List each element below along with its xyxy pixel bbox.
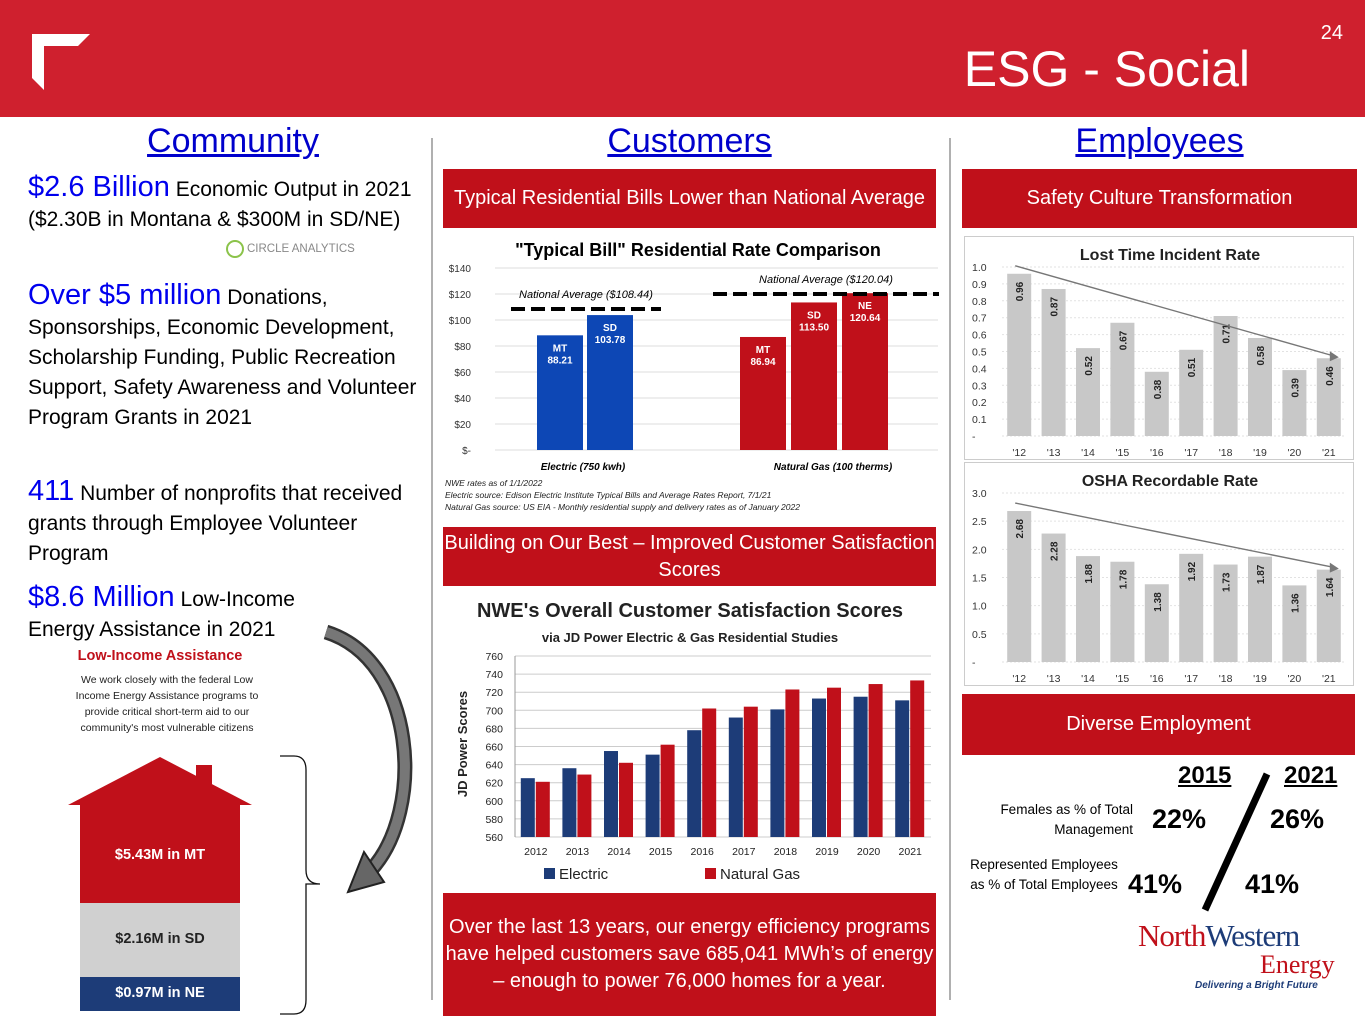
satisfaction-chart xyxy=(443,594,940,886)
group-label: Electric (750 kwh) xyxy=(540,462,626,473)
bar-value: 1.78 xyxy=(1118,569,1130,590)
lost-time-incident-chart xyxy=(964,236,1354,460)
bar-label: SD xyxy=(603,323,617,335)
bar-natural-gas xyxy=(619,763,633,837)
y-tick-label: 760 xyxy=(485,651,503,663)
legend-swatch xyxy=(705,868,716,879)
y-tick-label: 680 xyxy=(485,723,503,736)
employees-box-safety: Safety Culture Transformation xyxy=(962,169,1357,228)
y-tick-label: $60 xyxy=(454,368,471,379)
house-ne-value: $0.97M in NE xyxy=(115,985,205,1001)
bar-value: 1.88 xyxy=(1084,564,1095,584)
chart-title: Lost Time Incident Rate xyxy=(1079,247,1261,264)
bar-value: 0.51 xyxy=(1187,357,1199,378)
x-tick-label: '18 xyxy=(1218,447,1233,459)
x-tick-label: '17 xyxy=(1184,673,1199,685)
represented-2015: 41% xyxy=(1128,869,1183,899)
employees-title: Employees xyxy=(1075,122,1244,160)
x-tick-label: 2020 xyxy=(856,846,881,858)
bar-value: 0.67 xyxy=(1118,330,1130,351)
x-tick-label: '12 xyxy=(1012,673,1027,685)
x-tick-label: '13 xyxy=(1046,673,1061,685)
bar-electric xyxy=(646,755,660,837)
legend-label: Natural Gas xyxy=(720,866,801,883)
y-tick-label: 640 xyxy=(485,759,503,772)
bar-value: 2.68 xyxy=(1015,519,1027,539)
y-tick-label: 620 xyxy=(485,777,503,790)
y-tick-label: 3.0 xyxy=(972,488,987,500)
bar-label: MT xyxy=(552,343,568,355)
company-logo-icon xyxy=(28,30,90,90)
y-tick-label: - xyxy=(972,431,976,443)
x-tick-label: '21 xyxy=(1321,447,1336,459)
bar-value: 0.39 xyxy=(1290,378,1302,398)
y-tick-label: 0.9 xyxy=(972,278,987,291)
y-tick-label: 740 xyxy=(485,669,503,682)
y-tick-label: 0.2 xyxy=(972,397,987,410)
x-tick-label: 2018 xyxy=(773,846,798,858)
y-tick-label: $100 xyxy=(448,316,471,327)
y-tick-label: 720 xyxy=(485,687,503,700)
y-tick-label: 580 xyxy=(485,813,503,826)
customers-box-bills: Typical Residential Bills Lower than National Average xyxy=(443,169,936,228)
bar-value: 1.92 xyxy=(1187,561,1199,582)
bar-natural-gas xyxy=(785,689,799,837)
y-tick-label: - xyxy=(972,657,976,669)
y-tick-label: $40 xyxy=(454,394,471,405)
x-tick-label: 2017 xyxy=(732,846,756,858)
x-tick-label: '14 xyxy=(1081,673,1095,685)
x-tick-label: '17 xyxy=(1184,447,1199,459)
y-tick-label: 0.5 xyxy=(972,346,987,359)
x-tick-label: 2012 xyxy=(524,846,548,858)
bar-electric xyxy=(770,709,784,837)
customers-box-efficiency: Over the last 13 years, our energy efficiency programs have helped customers save 685,041 MWh’s of energy – enough to power 76,000 homes for a year. xyxy=(443,893,936,1016)
chart-title: OSHA Recordable Rate xyxy=(1081,473,1259,490)
bar-natural-gas xyxy=(744,707,758,837)
y-tick-label: 2.0 xyxy=(972,544,987,557)
page-title: ESG - Social xyxy=(963,41,1250,97)
bar-value: 120.64 xyxy=(849,313,881,325)
bar-label: SD xyxy=(807,310,821,322)
northwestern-logo-energy: Energy xyxy=(1260,950,1335,979)
y-tick-label: 560 xyxy=(485,832,503,844)
x-tick-label: '20 xyxy=(1287,673,1302,685)
chart-notes: NWE rates as of 1/1/2022 Electric source: Edison Electric Institute Typical Bills and Average Rates Report, 7/1/21 Natural Gas source: US EIA - Monthly residential supply and delivery rates as of January 2022 xyxy=(445,478,800,512)
northwestern-logo: NorthWestern xyxy=(1138,918,1300,953)
chart-title: "Typical Bill" Residential Rate Comparison xyxy=(515,240,881,260)
bar-value: 88.21 xyxy=(547,355,573,367)
column-divider xyxy=(431,138,433,1000)
circle-icon xyxy=(226,240,244,258)
y-tick-label: 0.6 xyxy=(972,329,987,342)
x-tick-label: '19 xyxy=(1253,447,1267,459)
customers-box-satisfaction: Building on Our Best – Improved Customer Satisfaction Scores xyxy=(443,527,936,586)
y-tick-label: 0.7 xyxy=(972,312,987,325)
y-tick-label: $20 xyxy=(454,420,471,431)
column-divider xyxy=(949,138,951,1000)
year-2015: 2015 xyxy=(1178,762,1232,789)
x-tick-label: '14 xyxy=(1081,447,1095,459)
x-tick-label: 2014 xyxy=(607,846,631,858)
y-tick-label: 0.8 xyxy=(972,295,987,308)
x-tick-label: '20 xyxy=(1287,447,1302,459)
bar-electric xyxy=(687,730,701,837)
bar-value: 86.94 xyxy=(750,356,776,368)
y-tick-label: 2.5 xyxy=(972,516,987,529)
x-tick-label: 2016 xyxy=(690,846,714,858)
bar-value: 1.36 xyxy=(1290,593,1302,613)
curved-arrow-icon xyxy=(276,620,421,1020)
x-tick-label: 2013 xyxy=(565,846,590,858)
bar-electric xyxy=(604,751,618,837)
house-graphic xyxy=(66,755,254,1013)
bar-value: 2.28 xyxy=(1049,541,1061,562)
bar-natural-gas xyxy=(661,745,675,837)
stat-low-income: $8.6 Million Low-Income Energy Assistance in 2021 xyxy=(28,581,295,641)
stat-economic-output: $2.6 Billion Economic Output in 2021 ($2.30B in Montana & $300M in SD/NE) xyxy=(28,171,412,231)
bar-value: 1.38 xyxy=(1152,592,1164,612)
bar-value: 103.78 xyxy=(594,335,626,347)
bar-label: MT xyxy=(755,344,771,356)
chart-subtitle: via JD Power Electric & Gas Residential Studies xyxy=(541,630,839,645)
stat-donations: Over $5 million Donations, Sponsorships, Economic Development, Scholarship Funding, Public Recreation Support, Safety Awareness and Volunteer Program Grants in 2021 xyxy=(28,279,417,429)
y-tick-label: 0.1 xyxy=(972,414,987,427)
x-tick-label: '15 xyxy=(1115,447,1130,459)
bar-electric xyxy=(812,699,826,837)
y-tick-label: 0.5 xyxy=(972,628,987,641)
y-tick-label: 1.0 xyxy=(972,600,987,613)
northwestern-tagline: Delivering a Bright Future xyxy=(1195,980,1318,991)
x-tick-label: 2021 xyxy=(898,846,922,858)
x-tick-label: '13 xyxy=(1046,447,1061,459)
females-label: Females as % of Total Management xyxy=(1000,802,1133,837)
circle-analytics-logo: CIRCLE ANALYTICS xyxy=(226,240,355,258)
y-tick-label: 0.4 xyxy=(972,363,987,376)
slash-divider xyxy=(1195,770,1275,915)
chart-title: NWE's Overall Customer Satisfaction Scores xyxy=(476,600,904,622)
community-title: Community xyxy=(147,122,319,160)
represented-2021: 41% xyxy=(1245,869,1300,899)
y-tick-label: $80 xyxy=(454,342,471,353)
bar-electric xyxy=(729,718,743,837)
y-tick-label: $140 xyxy=(448,264,471,275)
legend-label: Electric xyxy=(559,866,609,883)
bar-electric xyxy=(562,768,576,837)
y-tick-label: 0.3 xyxy=(972,380,987,393)
x-tick-label: '16 xyxy=(1149,447,1164,459)
bar-natural-gas xyxy=(577,775,591,837)
legend-swatch xyxy=(544,868,555,879)
bar-value: 0.38 xyxy=(1152,379,1164,400)
represented-label: Represented Employees as % of Total Employees xyxy=(970,857,1118,892)
bar-value: 1.73 xyxy=(1221,572,1233,593)
y-axis-label: JD Power Scores xyxy=(455,690,470,798)
x-tick-label: '19 xyxy=(1253,673,1267,685)
year-2021: 2021 xyxy=(1284,762,1338,789)
x-tick-label: 2015 xyxy=(648,846,673,858)
national-average-label: National Average ($108.44) xyxy=(519,289,653,302)
x-tick-label: '16 xyxy=(1149,673,1164,685)
group-label: Natural Gas (100 therms) xyxy=(773,462,893,473)
y-tick-label: 700 xyxy=(485,705,503,718)
bar-natural-gas xyxy=(869,684,883,837)
bar-value: 1.87 xyxy=(1256,564,1267,585)
rate-comparison-chart xyxy=(443,232,940,480)
y-tick-label: 660 xyxy=(485,741,503,754)
bar-value: 0.52 xyxy=(1084,356,1095,376)
bar-value: 0.71 xyxy=(1221,324,1233,344)
bar-electric xyxy=(895,700,909,837)
house-sd-value: $2.16M in SD xyxy=(115,931,205,947)
bar-natural-gas xyxy=(910,680,924,837)
bar-natural-gas xyxy=(827,688,841,837)
house-mt-value: $5.43M in MT xyxy=(114,847,206,863)
y-tick-label: 1.5 xyxy=(972,572,987,585)
customers-title: Customers xyxy=(607,122,772,160)
page-number: 24 xyxy=(1320,22,1343,44)
bar-value: 0.58 xyxy=(1256,345,1267,366)
bar-value: 1.64 xyxy=(1324,577,1336,598)
y-tick-label: 1.0 xyxy=(972,262,987,274)
bar-value: 113.50 xyxy=(798,322,830,334)
y-tick-label: $120 xyxy=(448,290,471,301)
bar-value: 0.46 xyxy=(1324,366,1336,386)
low-income-title: Low-Income Assistance xyxy=(77,648,243,664)
bar-natural-gas xyxy=(702,708,716,837)
stat-nonprofits: 411 Number of nonprofits that received grants through Employee Volunteer Program xyxy=(28,475,403,565)
employees-box-diverse: Diverse Employment xyxy=(962,694,1355,755)
y-tick-label: 600 xyxy=(485,795,503,808)
bar-label: NE xyxy=(858,301,872,313)
x-tick-label: '15 xyxy=(1115,673,1130,685)
bar-electric xyxy=(854,697,868,837)
bar-value: 0.96 xyxy=(1015,281,1027,302)
females-2021: 26% xyxy=(1270,804,1325,834)
y-tick-label: $- xyxy=(462,446,471,457)
bar-natural-gas xyxy=(536,782,550,837)
x-tick-label: '18 xyxy=(1218,673,1233,685)
national-average-label: National Average ($120.04) xyxy=(759,273,893,286)
osha-recordable-chart xyxy=(964,462,1354,686)
bar-electric xyxy=(521,778,535,837)
x-tick-label: '21 xyxy=(1321,673,1336,685)
bar-value: 0.87 xyxy=(1049,296,1061,317)
females-2015: 22% xyxy=(1152,804,1207,834)
x-tick-label: '12 xyxy=(1012,447,1027,459)
x-tick-label: 2019 xyxy=(815,846,839,858)
low-income-text: We work closely with the federal Low Income Energy Assistance programs to provide critical short-term aid to our community's most vulnerable citizens xyxy=(75,674,259,734)
